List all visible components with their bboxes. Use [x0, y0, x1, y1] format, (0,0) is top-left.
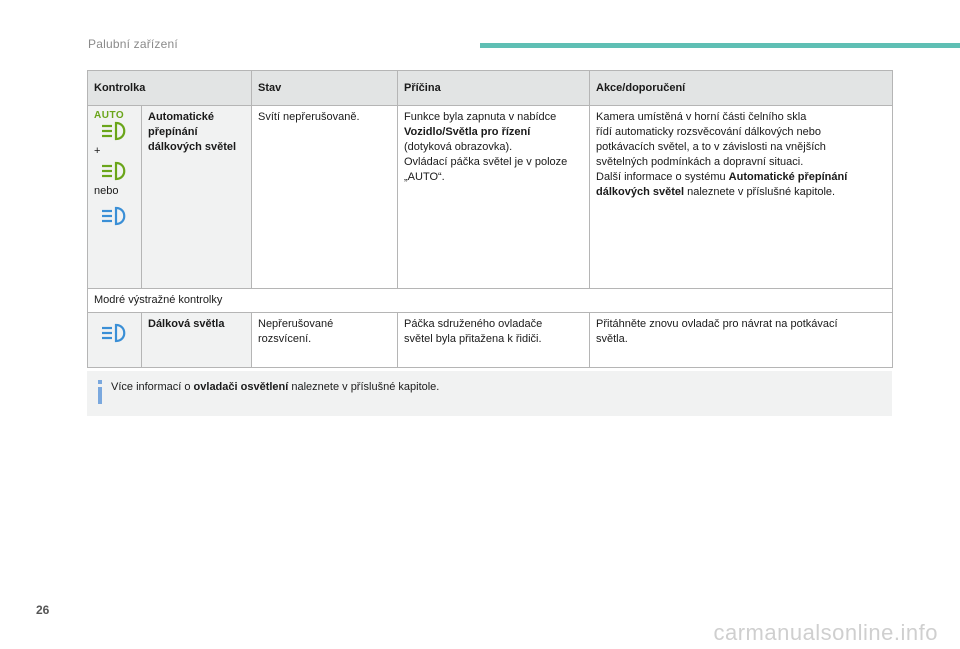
- light-name-cell: [142, 313, 252, 368]
- auto-label: AUTO: [94, 110, 125, 121]
- info-box: [87, 371, 892, 416]
- akce-text: řídí automaticky rozsvěcování dálkových nebo: [596, 126, 822, 138]
- akce-feature-name: dálkových světel: [596, 186, 685, 198]
- info-text-part: Více informací o: [111, 381, 191, 393]
- header-stav: Stav: [252, 71, 398, 106]
- light-name-line: Automatické: [148, 111, 215, 123]
- table-row: [88, 106, 893, 289]
- pricina-cell: [398, 106, 590, 289]
- pricina-text: „AUTO“.: [404, 171, 445, 183]
- akce-cell: [590, 313, 893, 368]
- info-link-term: ovladači osvětlení: [193, 381, 289, 393]
- header-pricina: Příčina: [398, 71, 590, 106]
- pricina-text: světel byla přitažena k řidiči.: [404, 333, 542, 345]
- info-text: [111, 381, 439, 393]
- akce-cell: [590, 106, 893, 289]
- pricina-text: Ovládací páčka světel je v poloze: [404, 156, 568, 168]
- stav-text: rozsvícení.: [258, 333, 312, 345]
- akce-text: světla.: [596, 333, 628, 345]
- header-akce: Akce/doporučení: [590, 71, 893, 106]
- pricina-text: Páčka sdruženého ovladače: [404, 318, 543, 330]
- stav-text: Svítí nepřerušovaně.: [258, 111, 360, 123]
- pricina-menu-path: Vozidlo/Světla pro řízení: [404, 126, 531, 138]
- light-name-line: dálkových světel: [148, 141, 237, 153]
- akce-text: Kamera umístěná v horní části čelního skla: [596, 111, 807, 123]
- akce-text: Další informace o systému: [596, 171, 726, 183]
- akce-text: světelných podmínkách a dopravní situaci.: [596, 156, 804, 168]
- high-beam-blue-icon: [99, 323, 131, 343]
- warning-lights-table: [87, 70, 893, 368]
- icons-cell: [88, 313, 142, 368]
- header-kontrolka: Kontrolka: [88, 71, 252, 106]
- akce-text: Přitáhněte znovu ovladač pro návrat na potkávací: [596, 318, 838, 330]
- pricina-cell: [398, 313, 590, 368]
- stav-cell: [252, 313, 398, 368]
- stav-cell: [252, 106, 398, 289]
- high-beam-green-icon: [99, 161, 131, 181]
- plus-sign: +: [94, 145, 101, 157]
- page-number: 26: [36, 603, 50, 617]
- light-name-line: Dálková světla: [148, 318, 225, 330]
- section-row: [88, 289, 893, 313]
- pricina-text: Funkce byla zapnuta v nabídce: [404, 111, 557, 123]
- high-beam-blue-icon: [99, 206, 131, 226]
- header-accent-bar: [480, 43, 960, 48]
- akce-feature-name: Automatické přepínání: [728, 171, 848, 183]
- watermark: carmanualsonline.info: [713, 620, 938, 645]
- icons-cell: [88, 106, 142, 289]
- akce-text: naleznete v příslušné kapitole.: [687, 186, 836, 198]
- light-name-line: přepínání: [148, 126, 198, 138]
- high-beam-green-icon: [99, 121, 131, 141]
- page-header-title: Palubní zařízení: [88, 37, 178, 51]
- stav-text: Nepřerušované: [258, 318, 334, 330]
- akce-text: potkávacích světel, a to v závislosti na vnějších: [596, 141, 826, 153]
- table-row: [88, 313, 893, 368]
- info-icon: [96, 380, 104, 404]
- or-label: nebo: [94, 185, 119, 197]
- light-name-cell: [142, 106, 252, 289]
- pricina-text: (dotyková obrazovka).: [404, 141, 513, 153]
- table-header-row: [88, 71, 893, 106]
- section-label: Modré výstražné kontrolky: [88, 289, 893, 313]
- info-text-part: naleznete v příslušné kapitole.: [291, 381, 440, 393]
